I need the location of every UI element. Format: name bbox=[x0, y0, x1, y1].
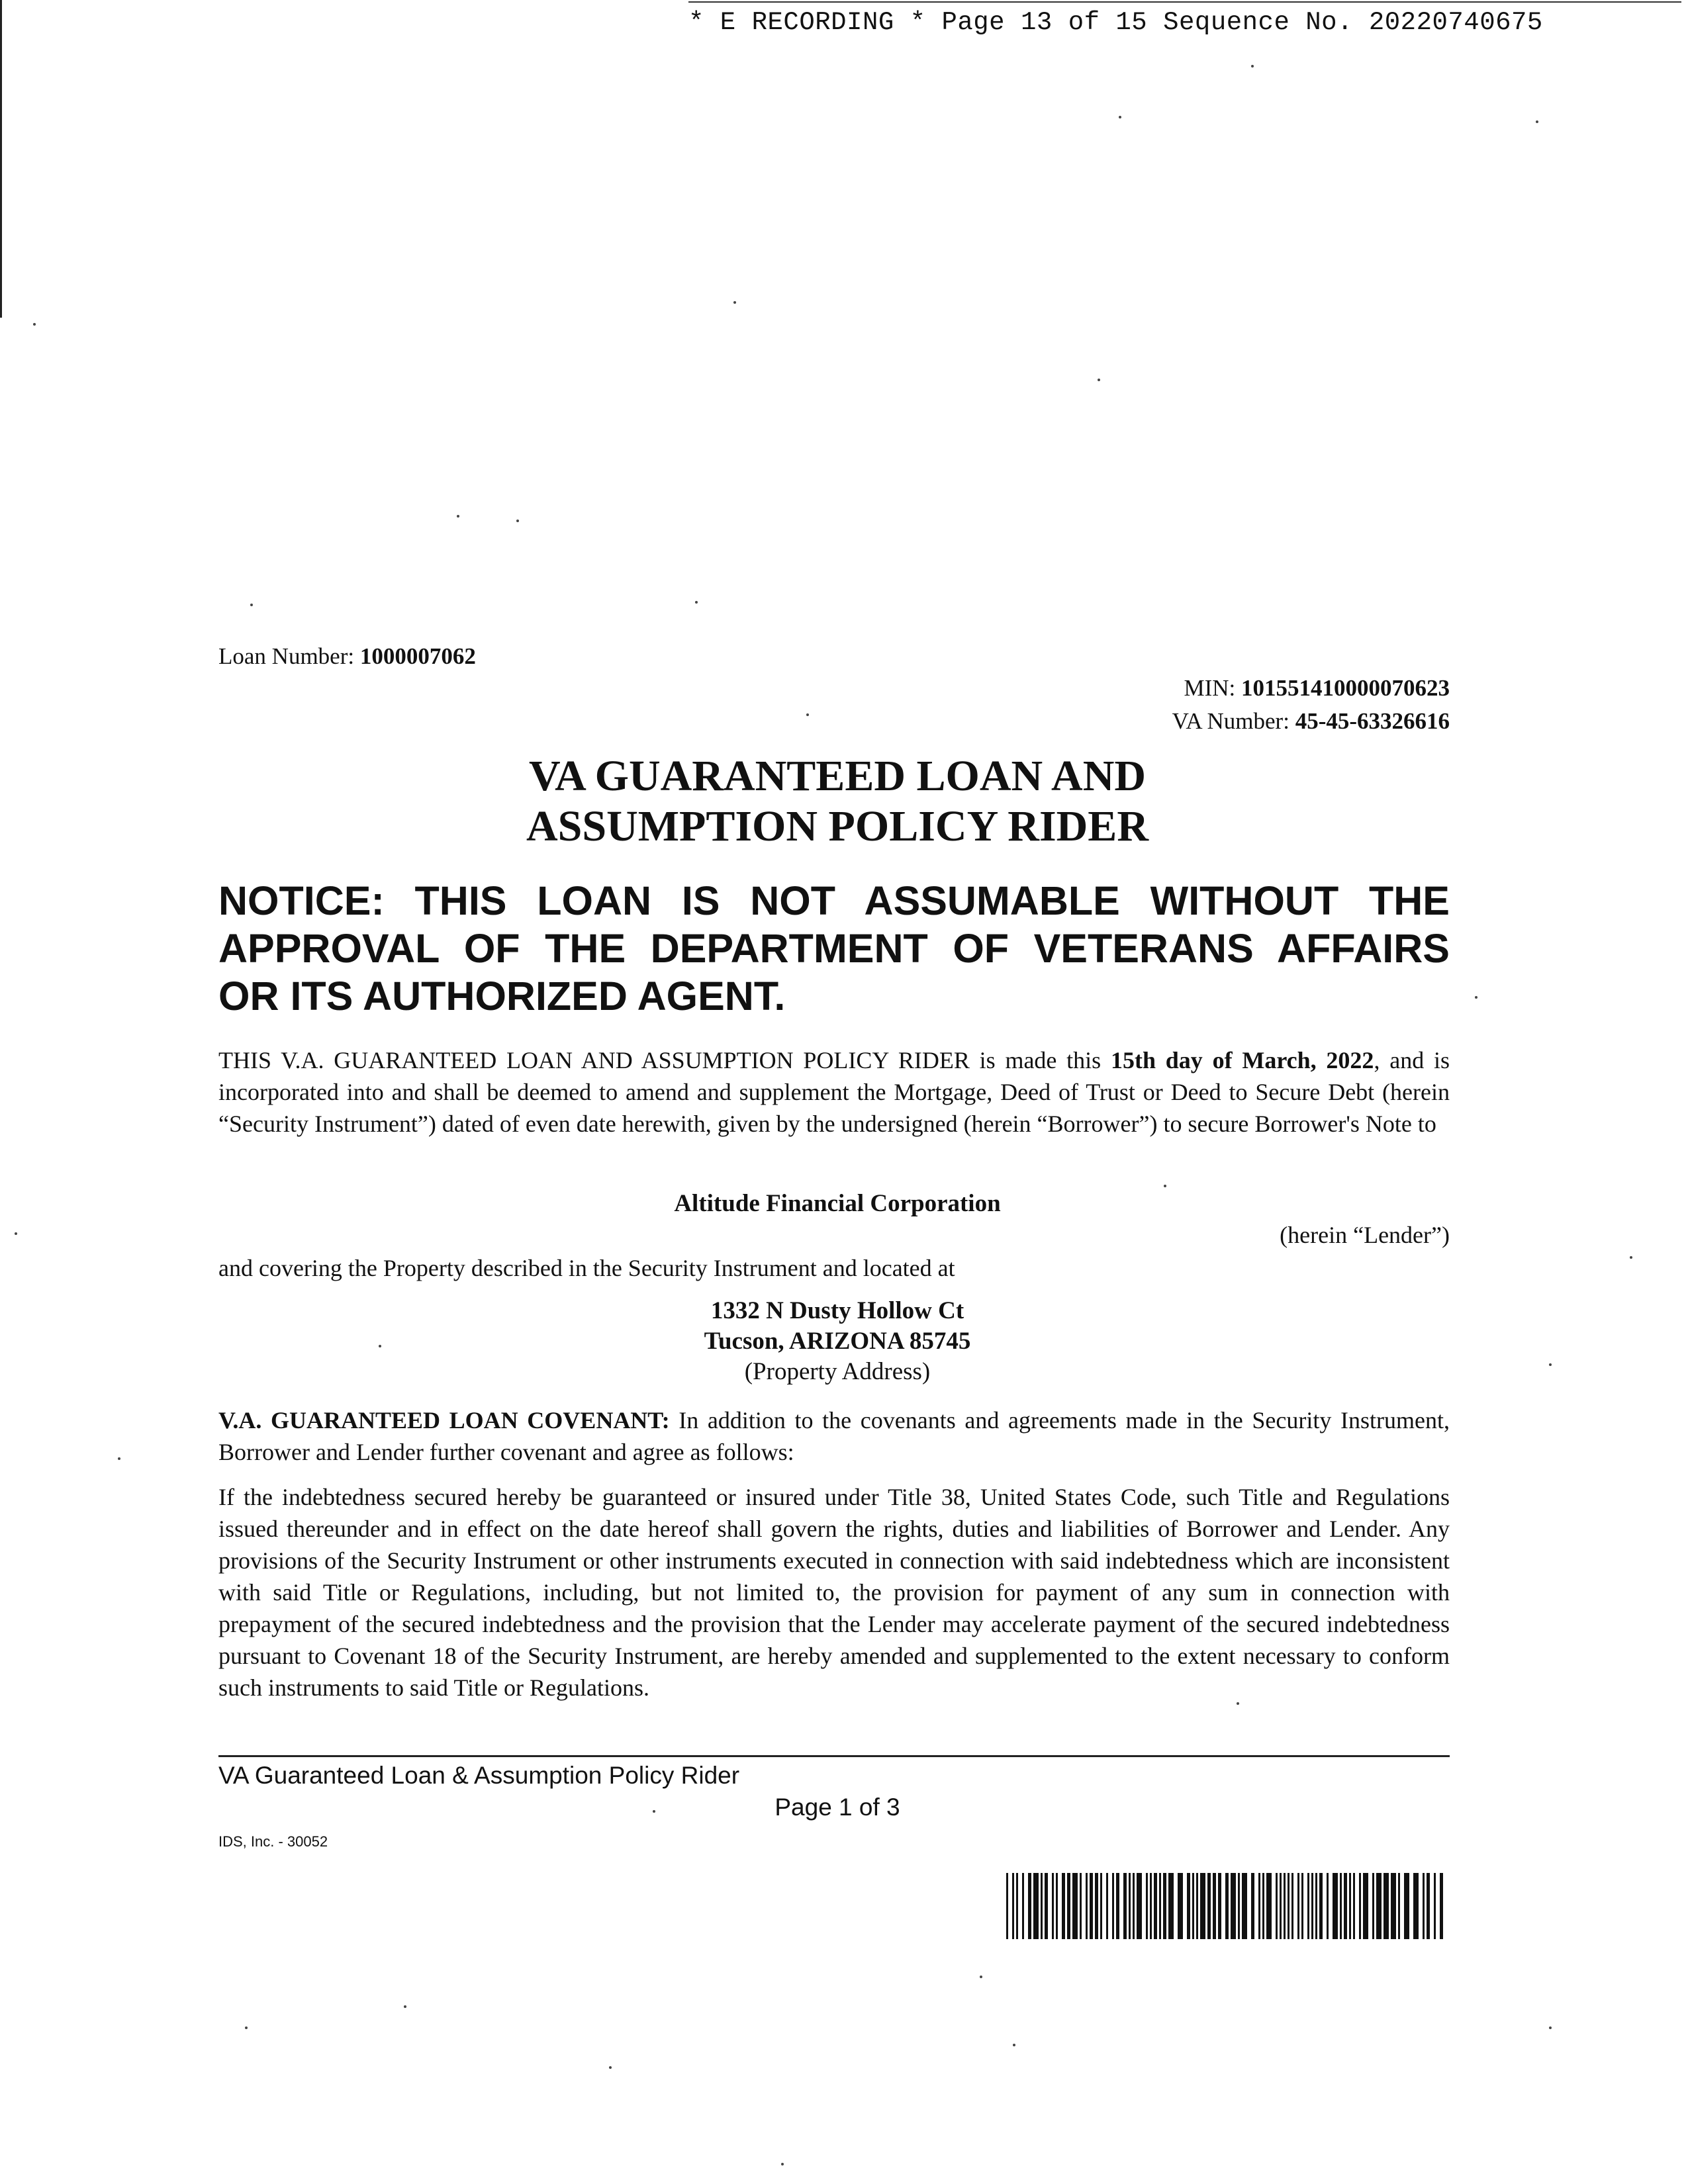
barcode-bar bbox=[1207, 1873, 1211, 1939]
barcode-bar bbox=[1353, 1873, 1355, 1939]
barcode-bar bbox=[1146, 1873, 1148, 1939]
barcode-bar bbox=[1280, 1873, 1282, 1939]
scan-speck bbox=[806, 713, 809, 716]
barcode-bar bbox=[1106, 1873, 1108, 1939]
barcode-bar bbox=[1129, 1873, 1131, 1939]
scan-speck bbox=[1164, 1185, 1166, 1187]
document-title bbox=[0, 751, 1675, 852]
barcode-bar bbox=[1288, 1873, 1289, 1939]
barcode-bar bbox=[1349, 1873, 1351, 1939]
scan-speck bbox=[609, 2066, 612, 2069]
footer-form-title: VA Guaranteed Loan & Assumption Policy Rider bbox=[218, 1762, 740, 1789]
barcode-bar bbox=[1238, 1873, 1240, 1939]
min-value: 101551410000070623 bbox=[1241, 675, 1450, 701]
barcode-bar bbox=[1423, 1873, 1425, 1939]
notice-line-1: NOTICE: THIS LOAN IS NOT ASSUMABLE WITHOUT THE bbox=[218, 878, 1450, 923]
scan-speck bbox=[1119, 116, 1121, 118]
barcode-bar bbox=[1080, 1873, 1082, 1939]
barcode-bar bbox=[1251, 1873, 1254, 1939]
va-number-value: 45-45-63326616 bbox=[1295, 708, 1450, 734]
barcode-bar bbox=[1266, 1873, 1272, 1939]
barcode-bar bbox=[1067, 1873, 1070, 1939]
barcode-bar bbox=[1319, 1873, 1323, 1939]
min-label: MIN: bbox=[1184, 675, 1236, 701]
barcode-bar bbox=[1154, 1873, 1157, 1939]
scan-speck bbox=[781, 2163, 784, 2165]
barcode-bar bbox=[1291, 1873, 1293, 1939]
barcode-bar bbox=[1376, 1873, 1382, 1939]
barcode-bar bbox=[1372, 1873, 1374, 1939]
scan-speck bbox=[1536, 120, 1538, 123]
barcode-bar bbox=[1163, 1873, 1166, 1939]
barcode-bar bbox=[1434, 1873, 1436, 1939]
scan-speck bbox=[733, 301, 736, 304]
header-rule bbox=[688, 1, 1681, 3]
document-title-line-2: ASSUMPTION POLICY RIDER bbox=[526, 802, 1149, 850]
barcode-bar bbox=[1218, 1873, 1221, 1939]
barcode-bar bbox=[1028, 1873, 1031, 1939]
barcode-bar bbox=[1297, 1873, 1299, 1939]
barcode-bar bbox=[1086, 1873, 1088, 1939]
barcode-bar bbox=[1041, 1873, 1043, 1939]
footer-page-number: Page 1 of 3 bbox=[774, 1794, 900, 1821]
barcode-bar bbox=[1413, 1873, 1419, 1939]
lender-name: Altitude Financial Corporation bbox=[674, 1190, 1001, 1217]
barcode-bar bbox=[1150, 1873, 1152, 1939]
covenant-text: In addition to the covenants and agreements made in the Security Instrument, Borrower and Lender further covenant and agree as follows: bbox=[218, 1407, 1450, 1465]
barcode-bar bbox=[1052, 1873, 1054, 1939]
barcode-bar bbox=[1333, 1873, 1338, 1939]
barcode-bar bbox=[1284, 1873, 1286, 1939]
property-address-label: (Property Address) bbox=[744, 1358, 931, 1385]
scan-speck bbox=[516, 520, 519, 522]
barcode-bar bbox=[1311, 1873, 1313, 1939]
barcode-bar bbox=[1327, 1873, 1329, 1939]
va-number-label: VA Number: bbox=[1172, 708, 1289, 734]
barcode-bar bbox=[1440, 1873, 1443, 1939]
covenant-paragraph bbox=[218, 1404, 1450, 1468]
barcode-bar bbox=[1116, 1873, 1119, 1939]
loan-number bbox=[218, 643, 476, 670]
footer-form-code: IDS, Inc. - 30052 bbox=[218, 1833, 328, 1850]
barcode-bar bbox=[1391, 1873, 1396, 1939]
intro-paragraph bbox=[218, 1044, 1450, 1140]
notice-line-2: APPROVAL OF THE DEPARTMENT OF VETERANS AFFAIRS bbox=[218, 926, 1450, 971]
barcode-bar bbox=[1200, 1873, 1205, 1939]
assumability-notice bbox=[218, 877, 1450, 1020]
barcode-bar bbox=[1344, 1873, 1347, 1939]
property-address bbox=[0, 1296, 1675, 1387]
barcode-bar bbox=[1012, 1873, 1014, 1939]
barcode-bar bbox=[1383, 1873, 1389, 1939]
property-city-state-zip: Tucson, ARIZONA 85745 bbox=[704, 1328, 971, 1355]
barcode-bar bbox=[1022, 1873, 1024, 1939]
barcode-bar bbox=[1133, 1873, 1135, 1939]
barcode-bar bbox=[1062, 1873, 1065, 1939]
barcode-bar bbox=[1187, 1873, 1190, 1939]
covering-text: and covering the Property described in the Security Instrument and located at bbox=[218, 1255, 955, 1281]
property-street: 1332 N Dusty Hollow Ct bbox=[710, 1297, 964, 1324]
barcode-bar bbox=[1315, 1873, 1317, 1939]
barcode-bar bbox=[1192, 1873, 1194, 1939]
barcode-bar bbox=[1090, 1873, 1093, 1939]
scan-speck bbox=[1013, 2044, 1015, 2046]
barcode-bar bbox=[1095, 1873, 1098, 1939]
scan-speck bbox=[1549, 2026, 1552, 2029]
recording-stamp: * E RECORDING * Page 13 of 15 Sequence No. 20220740675 bbox=[688, 8, 1543, 37]
notice-line-3: OR ITS AUTHORIZED AGENT. bbox=[218, 974, 786, 1019]
barcode-bar bbox=[1398, 1873, 1400, 1939]
barcode bbox=[1006, 1873, 1446, 1939]
barcode-bar bbox=[1242, 1873, 1247, 1939]
body-paragraph: If the indebtedness secured hereby be guaranteed or insured under Title 38, United States Code, such Title and Regulations issued thereunder and in effect on the date hereof shall govern the rights, duties and liabilities of Borrower and Lender. Any provisions of the Security Instrument or other instruments executed in connection with said indebtedness which are inconsistent with said Title or Regulations, including, but not limited to, the provision for payment of any sum in connection with prepayment of the secured indebtedness and the provision that the Lender may accelerate payment of the secured indebtedness pursuant to Covenant 18 of the Security Instrument, are hereby amended and supplemented to the extent necessary to conform such instruments to said Title or Regulations. bbox=[218, 1484, 1450, 1701]
scan-speck bbox=[980, 1976, 982, 1978]
loan-number-label: Loan Number: bbox=[218, 643, 355, 669]
scan-speck bbox=[118, 1457, 120, 1460]
scan-speck bbox=[1251, 65, 1254, 68]
barcode-bar bbox=[1276, 1873, 1278, 1939]
scan-speck bbox=[1630, 1256, 1632, 1259]
footer-rule bbox=[218, 1755, 1450, 1757]
barcode-bar bbox=[1427, 1873, 1430, 1939]
barcode-bar bbox=[1100, 1873, 1102, 1939]
barcode-bar bbox=[1112, 1873, 1114, 1939]
barcode-bar bbox=[1168, 1873, 1174, 1939]
barcode-bar bbox=[1056, 1873, 1058, 1939]
va-number bbox=[1172, 708, 1450, 735]
scan-edge-line bbox=[0, 0, 2, 318]
document-title-line-1: VA GUARANTEED LOAN AND bbox=[528, 752, 1147, 800]
scan-speck bbox=[379, 1345, 381, 1347]
scan-speck bbox=[33, 323, 36, 326]
barcode-bar bbox=[1006, 1873, 1008, 1939]
barcode-bar bbox=[1359, 1873, 1361, 1939]
lender-tag: (herein “Lender”) bbox=[1280, 1222, 1450, 1248]
barcode-bar bbox=[1262, 1873, 1264, 1939]
scan-speck bbox=[1475, 996, 1477, 999]
barcode-bar bbox=[1404, 1873, 1409, 1939]
barcode-bar bbox=[1307, 1873, 1309, 1939]
barcode-bar bbox=[1213, 1873, 1216, 1939]
barcode-bar bbox=[1258, 1873, 1260, 1939]
scan-speck bbox=[404, 2005, 406, 2008]
scan-speck bbox=[15, 1232, 17, 1235]
barcode-bar bbox=[1363, 1873, 1368, 1939]
scan-speck bbox=[457, 515, 459, 518]
min-number bbox=[1184, 675, 1450, 702]
barcode-bar bbox=[1123, 1873, 1127, 1939]
barcode-bar bbox=[1072, 1873, 1078, 1939]
scan-speck bbox=[695, 601, 698, 604]
barcode-bar bbox=[1178, 1873, 1183, 1939]
barcode-bar bbox=[1231, 1873, 1236, 1939]
loan-number-value: 1000007062 bbox=[359, 643, 476, 669]
barcode-bar bbox=[1340, 1873, 1342, 1939]
barcode-bar bbox=[1016, 1873, 1018, 1939]
intro-text-2: , and is incorporated into and shall be deemed to amend and supplement the Mortgage, Deed of Trust or Deed to Secure Debt (herein “Security Instrument”) dated of even date herewith, given by the undersigned (herein “Borrower”) to secure Borrower's Note to bbox=[218, 1047, 1450, 1137]
scan-speck bbox=[1549, 1363, 1552, 1366]
barcode-bar bbox=[1196, 1873, 1198, 1939]
intro-text-1: THIS V.A. GUARANTEED LOAN AND ASSUMPTION POLICY RIDER is made this bbox=[218, 1047, 1111, 1073]
scan-speck bbox=[1237, 1702, 1239, 1705]
covenant-heading: V.A. GUARANTEED LOAN COVENANT: bbox=[218, 1407, 670, 1433]
barcode-bar bbox=[1159, 1873, 1161, 1939]
scan-speck bbox=[653, 1810, 655, 1813]
scan-speck bbox=[250, 604, 253, 606]
scan-speck bbox=[245, 2026, 248, 2029]
barcode-bar bbox=[1033, 1873, 1039, 1939]
barcode-bar bbox=[1137, 1873, 1142, 1939]
barcode-bar bbox=[1301, 1873, 1303, 1939]
barcode-bar bbox=[1045, 1873, 1048, 1939]
scan-speck bbox=[1098, 379, 1100, 381]
barcode-bar bbox=[1225, 1873, 1229, 1939]
rider-date: 15th day of March, 2022 bbox=[1110, 1047, 1374, 1073]
